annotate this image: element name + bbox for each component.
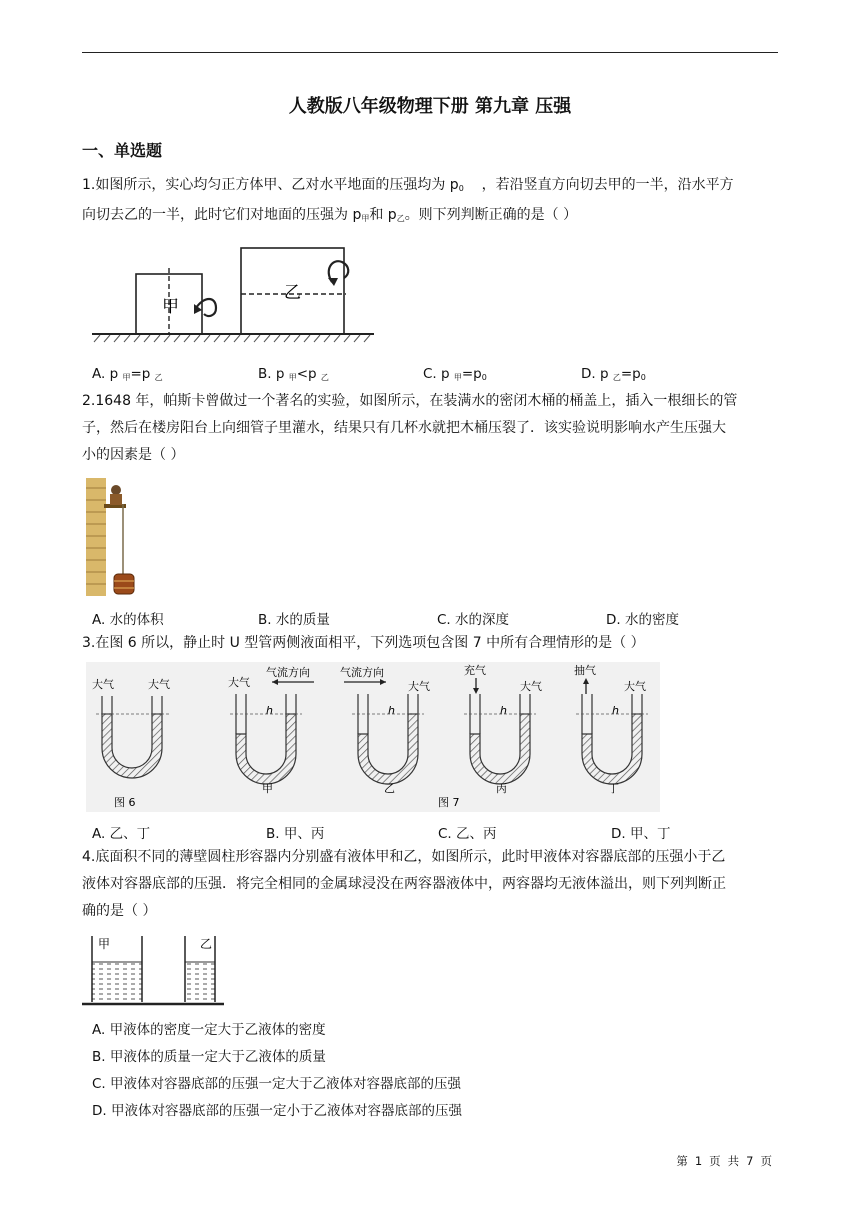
figure-background xyxy=(86,662,660,812)
page-footer: 第 1 页 共 7 页 xyxy=(676,1154,773,1168)
atm-label: 大气 xyxy=(624,680,646,693)
q1-option-c[interactable]: C. p $_甲=p_0$ xyxy=(423,366,487,382)
wooden-barrel xyxy=(114,574,134,594)
question-3-line-1: 3.在图 6 所以，静止时 U 型管两侧液面相平，下列选项包含图 7 中所有合理情形的是（ ） xyxy=(82,635,645,651)
question-1-text xyxy=(82,172,782,232)
tube-label-ding: 丁 xyxy=(608,782,619,795)
airflow-label: 气流方向 xyxy=(340,666,384,679)
question-4-line-1: 4.底面积不同的薄壁圆柱形容器内分别盛有液体甲和乙，如图所示，此时甲液体对容器底部的压强小于乙 xyxy=(82,849,726,865)
page-title: 人教版八年级物理下册 第九章 压强 xyxy=(288,96,572,117)
q2-option-a[interactable]: A. 水的体积 xyxy=(92,612,164,628)
fig7-label: 图 7 xyxy=(438,796,460,809)
atm-label: 大气 xyxy=(148,678,170,691)
question-2-text xyxy=(82,388,782,469)
atm-label: 大气 xyxy=(408,680,430,693)
q3-option-a[interactable]: A. 乙、丁 xyxy=(92,826,151,842)
q2-option-c[interactable]: C. 水的深度 xyxy=(437,612,510,628)
q4-option-a[interactable]: A. 甲液体的密度一定大于乙液体的密度 xyxy=(92,1022,326,1038)
header-rule xyxy=(82,52,778,53)
question-3-figure xyxy=(86,662,660,812)
q1-option-d[interactable]: D. p $_乙=p_0$ xyxy=(581,366,646,382)
cube-yi-label: 乙 xyxy=(284,283,301,303)
h-label: h xyxy=(612,704,619,717)
h-label: h xyxy=(388,704,395,717)
question-1-figure xyxy=(88,238,380,350)
tube-label-yi: 乙 xyxy=(384,782,395,795)
atm-label: 大气 xyxy=(520,680,542,693)
question-2-line-1: 2.1648 年，帕斯卡曾做过一个著名的实验，如图所示，在装满水的密闭木桶的桶盖上，插入一根细长的管 xyxy=(82,393,738,409)
q3-option-d[interactable]: D. 甲、丁 xyxy=(611,826,671,842)
question-4-line-3: 确的是（ ） xyxy=(82,903,157,919)
building-wall xyxy=(86,478,106,596)
question-4-line-2: 液体对容器底部的压强．将完全相同的金属球浸没在两容器液体中，两容器均无液体溢出，则下列判断正 xyxy=(82,876,726,892)
h-label: h xyxy=(266,704,273,717)
question-3-text xyxy=(82,630,782,657)
h-label: h xyxy=(500,704,507,717)
curved-arrow-icon xyxy=(196,299,216,316)
q3-option-c[interactable]: C. 乙、丙 xyxy=(438,826,497,842)
fig6-label: 图 6 xyxy=(114,796,136,809)
question-1-line-1: 1.如图所示，实心均匀正方体甲、乙对水平地面的压强均为 $p_0$ ，若沿竖直方向切去甲的一半，沿水平方 xyxy=(82,177,734,193)
container-jia-label: 甲 xyxy=(98,937,111,951)
person-head xyxy=(111,485,121,495)
atm-label: 大气 xyxy=(92,678,114,691)
q1-option-a[interactable]: A. p $_甲$=p $_乙$ xyxy=(92,366,163,382)
person-body xyxy=(110,494,122,505)
total-pages: 7 xyxy=(746,1154,755,1168)
atm-label: 大气 xyxy=(228,676,250,689)
question-1-line-2: 向切去乙的一半，此时它们对地面的压强为 $p_甲$和 $p_乙$。则下列判断正确的是（ ） xyxy=(82,207,578,223)
cube-jia-label: 甲 xyxy=(162,297,179,317)
tube-label-jia: 甲 xyxy=(262,782,273,795)
q4-option-c[interactable]: C. 甲液体对容器底部的压强一定大于乙液体对容器底部的压强 xyxy=(92,1076,462,1092)
liquid-jia xyxy=(92,962,142,1002)
container-yi-label: 乙 xyxy=(200,937,213,951)
q4-option-b[interactable]: B. 甲液体的质量一定大于乙液体的质量 xyxy=(92,1049,326,1065)
question-4-figure xyxy=(82,932,224,1012)
current-page: 1 xyxy=(694,1154,704,1168)
q1-option-b[interactable]: B. p $_甲$<p $_乙$ xyxy=(258,366,329,382)
arrow-head-icon xyxy=(328,278,338,286)
charge-label: 充气 xyxy=(464,664,486,677)
section-heading: 一、单选题 xyxy=(82,141,163,160)
airflow-label: 气流方向 xyxy=(266,666,310,679)
q2-option-b[interactable]: B. 水的质量 xyxy=(258,612,330,628)
q3-option-b[interactable]: B. 甲、丙 xyxy=(266,826,325,842)
liquid-yi xyxy=(185,962,215,1002)
question-4-text xyxy=(82,844,782,925)
question-2-figure xyxy=(86,478,142,596)
q2-option-d[interactable]: D. 水的密度 xyxy=(606,612,679,628)
tube-label-bing: 丙 xyxy=(496,782,507,795)
question-2-line-2: 子，然后在楼房阳台上向细管子里灌水，结果只有几杯水就把木桶压裂了．该实验说明影响水产生压强大 xyxy=(82,420,726,436)
question-2-line-3: 小的因素是（ ） xyxy=(82,447,185,463)
q4-option-d[interactable]: D. 甲液体对容器底部的压强一定小于乙液体对容器底部的压强 xyxy=(92,1103,462,1119)
pump-label: 抽气 xyxy=(574,664,596,677)
